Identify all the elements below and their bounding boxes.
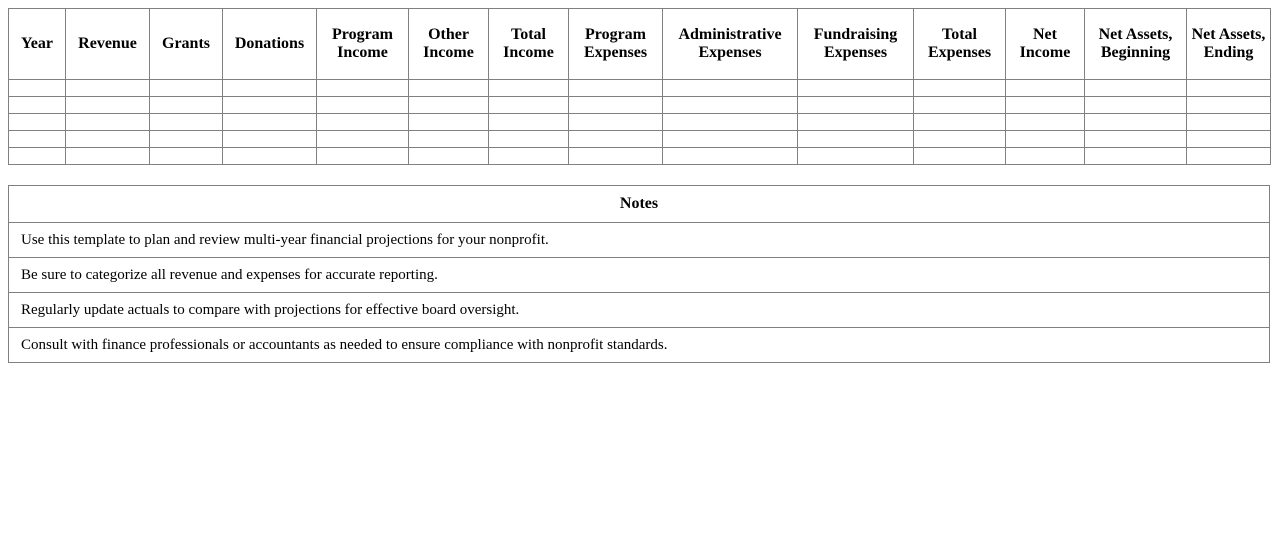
table-cell[interactable] [317, 97, 409, 114]
table-cell[interactable] [223, 131, 317, 148]
table-cell[interactable] [150, 80, 223, 97]
column-header-net-assets-beginning: Net Assets, Beginning [1085, 9, 1187, 80]
notes-header-row [9, 186, 1270, 223]
table-cell[interactable] [1085, 80, 1187, 97]
table-cell[interactable] [223, 114, 317, 131]
table-cell[interactable] [150, 131, 223, 148]
column-header-fundraising-expenses: Fundraising Expenses [798, 9, 914, 80]
table-cell[interactable] [569, 114, 663, 131]
table-cell[interactable] [9, 114, 66, 131]
table-cell[interactable] [798, 148, 914, 165]
table-cell[interactable] [150, 148, 223, 165]
table-cell[interactable] [1085, 148, 1187, 165]
table-cell[interactable] [1187, 131, 1271, 148]
note-row [9, 223, 1270, 258]
table-cell[interactable] [409, 97, 489, 114]
column-header-net-assets-ending: Net Assets, Ending [1187, 9, 1271, 80]
column-header-total-income: Total Income [489, 9, 569, 80]
column-header-administrative-expenses: Administrative Expenses [663, 9, 798, 80]
table-cell[interactable] [1187, 148, 1271, 165]
table-row [9, 131, 1271, 148]
table-body [9, 80, 1271, 165]
table-cell[interactable] [66, 97, 150, 114]
table-cell[interactable] [1085, 97, 1187, 114]
table-cell[interactable] [663, 80, 798, 97]
table-row [9, 80, 1271, 97]
table-cell[interactable] [1006, 97, 1085, 114]
note-row [9, 293, 1270, 328]
notes-table [8, 185, 1270, 363]
table-cell[interactable] [1085, 114, 1187, 131]
column-header-program-income: Program Income [317, 9, 409, 80]
table-cell[interactable] [1187, 114, 1271, 131]
note-text: Be sure to categorize all revenue and expenses for accurate reporting. [9, 258, 1270, 293]
column-header-donations: Donations [223, 9, 317, 80]
table-cell[interactable] [9, 131, 66, 148]
table-cell[interactable] [914, 80, 1006, 97]
table-cell[interactable] [317, 131, 409, 148]
table-cell[interactable] [9, 80, 66, 97]
table-cell[interactable] [317, 148, 409, 165]
column-header-year: Year [9, 9, 66, 80]
table-row [9, 97, 1271, 114]
table-cell[interactable] [1006, 80, 1085, 97]
table-cell[interactable] [914, 114, 1006, 131]
column-header-total-expenses: Total Expenses [914, 9, 1006, 80]
table-cell[interactable] [150, 97, 223, 114]
table-cell[interactable] [66, 148, 150, 165]
table-cell[interactable] [569, 80, 663, 97]
column-header-net-income: Net Income [1006, 9, 1085, 80]
note-text: Use this template to plan and review multi-year financial projections for your nonprofit. [9, 223, 1270, 258]
table-cell[interactable] [489, 97, 569, 114]
table-cell[interactable] [1085, 131, 1187, 148]
table-cell[interactable] [489, 80, 569, 97]
table-cell[interactable] [914, 131, 1006, 148]
table-cell[interactable] [798, 114, 914, 131]
table-cell[interactable] [569, 148, 663, 165]
table-cell[interactable] [798, 80, 914, 97]
column-header-program-expenses: Program Expenses [569, 9, 663, 80]
note-text: Regularly update actuals to compare with projections for effective board oversight. [9, 293, 1270, 328]
table-cell[interactable] [409, 114, 489, 131]
notes-title: Notes [9, 186, 1270, 223]
table-row [9, 114, 1271, 131]
table-cell[interactable] [223, 80, 317, 97]
table-cell[interactable] [66, 114, 150, 131]
table-cell[interactable] [150, 114, 223, 131]
table-cell[interactable] [1006, 148, 1085, 165]
table-cell[interactable] [489, 148, 569, 165]
table-cell[interactable] [9, 148, 66, 165]
table-cell[interactable] [9, 97, 66, 114]
table-cell[interactable] [1187, 80, 1271, 97]
table-cell[interactable] [663, 148, 798, 165]
table-cell[interactable] [914, 148, 1006, 165]
table-cell[interactable] [66, 80, 150, 97]
table-cell[interactable] [569, 97, 663, 114]
note-row [9, 258, 1270, 293]
table-cell[interactable] [1006, 114, 1085, 131]
table-cell[interactable] [223, 148, 317, 165]
note-text: Consult with finance professionals or accountants as needed to ensure compliance with nonprofit standards. [9, 328, 1270, 363]
table-row [9, 148, 1271, 165]
note-row [9, 328, 1270, 363]
page-content [8, 8, 1270, 363]
table-cell[interactable] [569, 131, 663, 148]
table-cell[interactable] [798, 97, 914, 114]
table-cell[interactable] [409, 80, 489, 97]
table-cell[interactable] [409, 131, 489, 148]
column-header-revenue: Revenue [66, 9, 150, 80]
table-cell[interactable] [317, 114, 409, 131]
financial-projection-table [8, 8, 1271, 165]
table-cell[interactable] [223, 97, 317, 114]
table-cell[interactable] [914, 97, 1006, 114]
table-cell[interactable] [1006, 131, 1085, 148]
table-cell[interactable] [489, 131, 569, 148]
table-cell[interactable] [1187, 97, 1271, 114]
column-header-grants: Grants [150, 9, 223, 80]
table-cell[interactable] [663, 114, 798, 131]
table-cell[interactable] [798, 131, 914, 148]
table-cell[interactable] [663, 131, 798, 148]
table-cell[interactable] [409, 148, 489, 165]
table-cell[interactable] [317, 80, 409, 97]
table-header-row [9, 9, 1271, 80]
table-cell[interactable] [66, 131, 150, 148]
table-cell[interactable] [489, 114, 569, 131]
column-header-other-income: Other Income [409, 9, 489, 80]
table-cell[interactable] [663, 97, 798, 114]
